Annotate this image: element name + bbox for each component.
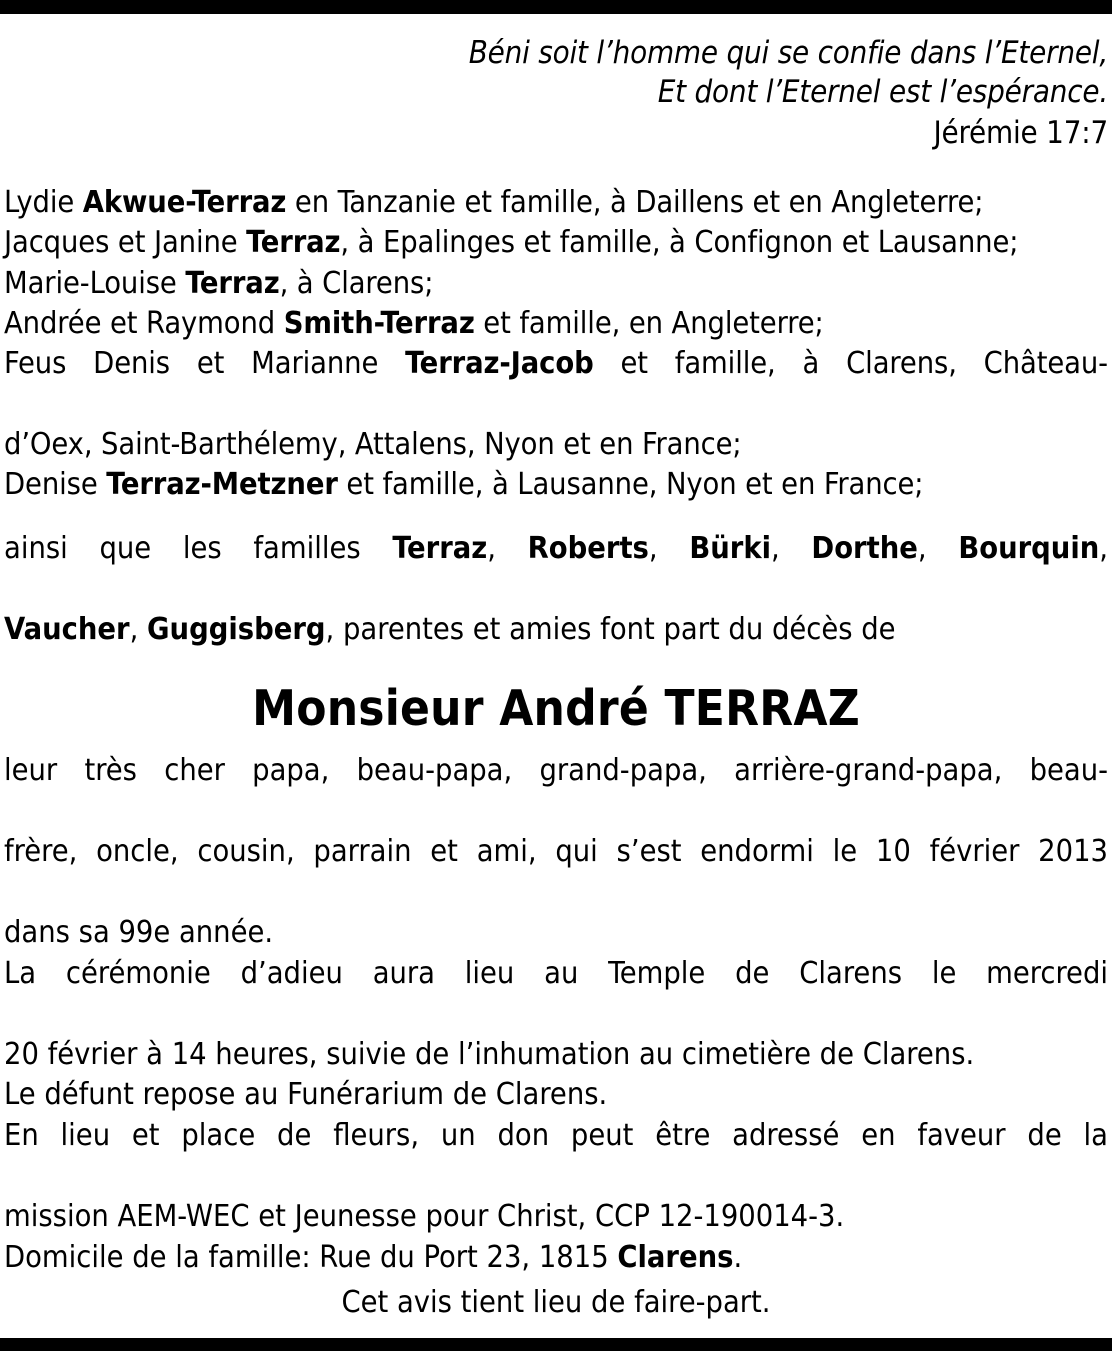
relation-line-1: leur très cher papa, beau-papa, grand-papa, arrière-grand-papa, beau- (4, 752, 1108, 788)
address-line (4, 1238, 1108, 1279)
closing-note: Cet avis tient lieu de faire-part. (341, 1285, 771, 1321)
families-intro: ainsi que les familles (4, 531, 393, 567)
family-suffix: et famille, à Lausanne, Nyon et en France; (337, 466, 924, 502)
scripture-block (4, 14, 1108, 153)
family-surname: Terraz-Metzner (106, 466, 338, 502)
family-surname: Terraz (392, 531, 488, 567)
list-item (4, 223, 1108, 263)
family-suffix: , à Clarens; (279, 265, 434, 301)
donation-paragraph (4, 1116, 1108, 1238)
family-suffix: et famille, à Clarens, Château- (593, 346, 1108, 382)
family-suffix: en Tanzanie et famille, à Daillens et en Angleterre; (286, 185, 984, 221)
relation-line-3: dans sa 99e année. (4, 915, 274, 951)
family-surname: Terraz-Jacob (405, 346, 594, 382)
family-prefix: Jacques et Janine (4, 225, 247, 261)
deceased-name: Monsieur André TERRAZ (252, 679, 860, 737)
family-prefix: Denise (4, 466, 107, 502)
scripture-line-2: Et dont l’Eternel est l’espérance. (657, 74, 1108, 111)
ceremony-paragraph (4, 954, 1108, 1076)
donation-line-2: mission AEM-WEC et Jeunesse pour Christ, CCP 12-190014-3. (4, 1199, 845, 1235)
family-suffix: , à Epalinges et famille, à Confignon et Lausanne; (340, 225, 1019, 261)
family-prefix: Marie-Louise (4, 265, 186, 301)
list-item (4, 465, 1108, 505)
repose-line: Le défunt repose au Funérarium de Clarens. (4, 1077, 608, 1113)
list-item (4, 183, 1108, 223)
relation-paragraph (4, 751, 1108, 954)
notice-details (4, 751, 1108, 1278)
family-surname: Bürki (689, 531, 771, 567)
family-surname: Vaucher (4, 611, 130, 647)
address-prefix: Domicile de la famille: Rue du Port 23, 1815 (4, 1239, 618, 1275)
repose-paragraph (4, 1075, 1108, 1116)
family-surname: Terraz (185, 265, 280, 301)
list-item (4, 264, 1108, 304)
family-surname: Bourquin (958, 531, 1100, 567)
notice-body (0, 14, 1112, 1338)
list-item (4, 304, 1108, 344)
address-paragraph (4, 1238, 1108, 1279)
scripture-line-1: Béni soit l’homme qui se confie dans l’Eternel, (468, 35, 1108, 71)
family-prefix: Feus Denis et Marianne (4, 346, 406, 382)
ceremony-line-1: La cérémonie d’adieu aura lieu au Temple de Clarens le mercredi (4, 955, 1108, 991)
extended-families-paragraph: ainsi que les familles Terraz, Roberts, Bürki, Dorthe, Bourquin, Vaucher, Guggisberg, parentes et amies font part du décès de (4, 531, 1108, 647)
top-rule-divider (0, 0, 1112, 14)
ceremony-line-2: 20 février à 14 heures, suivie de l’inhumation au cimetière de Clarens. (4, 1036, 975, 1072)
family-suffix: et famille, en Angleterre; (474, 305, 824, 341)
family-prefix: Andrée et Raymond (4, 305, 284, 341)
family-surname: Roberts (527, 531, 649, 567)
list-item (4, 344, 1108, 425)
donation-line-1: En lieu et place de fleurs, un don peut être adressé en faveur de la (4, 1117, 1108, 1153)
families-closing: , parentes et amies font part du décès de (325, 611, 896, 647)
family-surname: Guggisberg (147, 611, 326, 647)
list-item-continuation: d’Oex, Saint-Barthélemy, Attalens, Nyon et en France; (4, 426, 742, 462)
family-surname: Terraz (246, 225, 341, 261)
family-surname: Akwue-Terraz (82, 185, 287, 221)
family-surname: Dorthe (811, 531, 918, 567)
bottom-rule-divider (0, 1338, 1112, 1351)
family-surname: Smith-Terraz (283, 305, 475, 341)
surviving-family-list (4, 183, 1108, 505)
family-prefix: Lydie (4, 185, 83, 221)
relation-line-2: frère, oncle, cousin, parrain et ami, qui s’est endormi le 10 février 2013 (4, 833, 1108, 869)
address-suffix: . (733, 1239, 743, 1275)
address-city: Clarens (617, 1239, 734, 1275)
scripture-reference: Jérémie 17:7 (933, 114, 1108, 151)
